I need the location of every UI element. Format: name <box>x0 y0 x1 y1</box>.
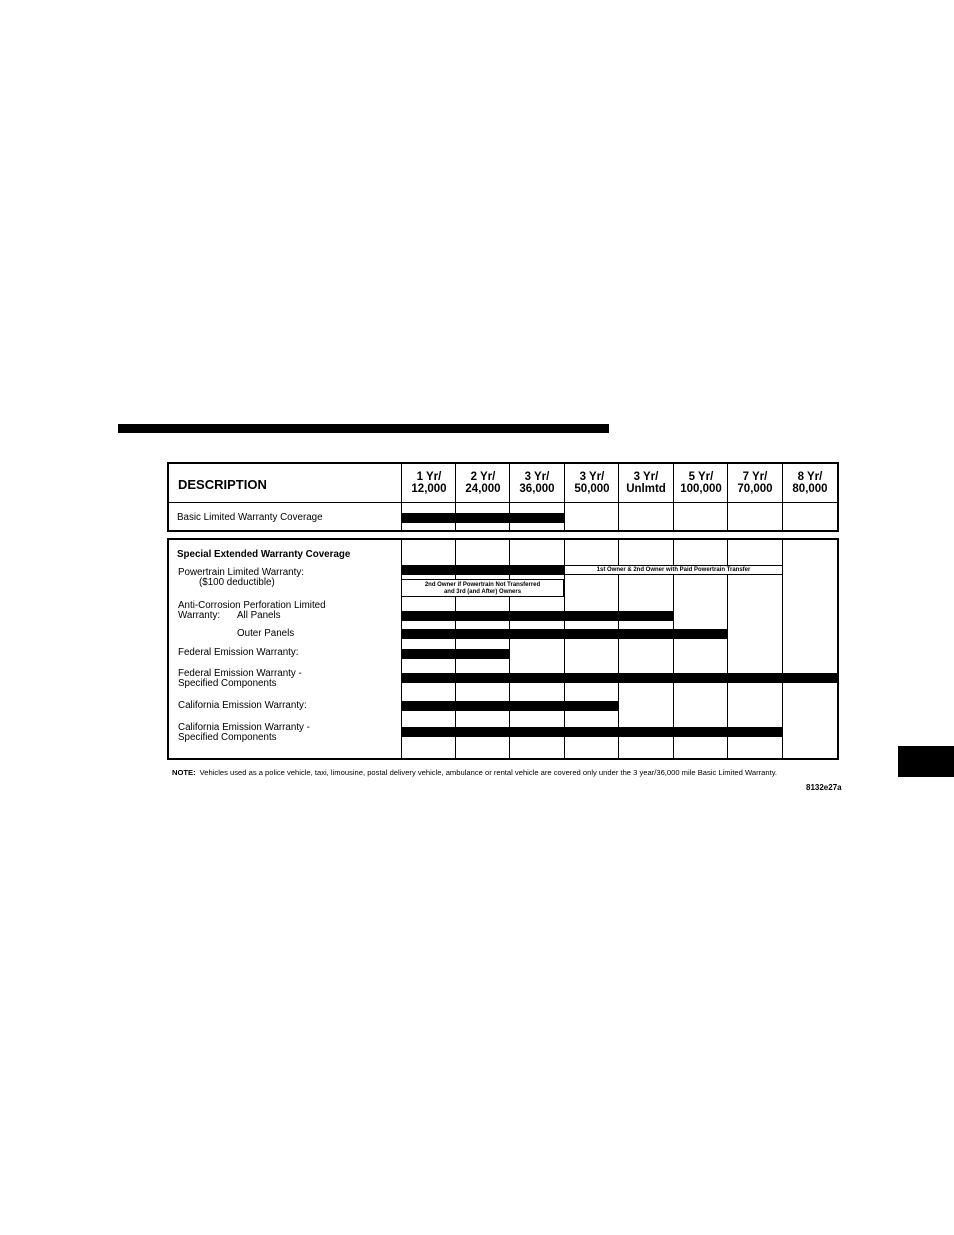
column-header-8: 8 Yr/ 80,000 <box>792 471 828 495</box>
column-header-1: 1 Yr/ 12,000 <box>411 471 447 495</box>
column-header-7: 7 Yr/ 70,000 <box>737 471 773 495</box>
powertrain-second-owner-box: 2nd Owner if Powertrain Not Transferred and 3rd (and After) Owners <box>401 579 564 597</box>
corrosion-label-2: Warranty: <box>178 610 221 621</box>
powertrain-label-2: ($100 deductible) <box>199 577 275 588</box>
basic-warranty-bar <box>401 513 564 523</box>
powertrain-label-1: Powertrain Limited Warranty: <box>178 567 304 578</box>
figure-code: 8132e27a <box>806 783 842 792</box>
column-header-6: 5 Yr/ 100,000 <box>680 471 722 495</box>
federal-spec-label-2: Specified Components <box>178 678 277 689</box>
federal-emission-bar <box>401 649 509 659</box>
page-tab-marker <box>898 746 954 777</box>
california-emission-bar <box>401 701 618 711</box>
description-header: DESCRIPTION <box>178 477 267 492</box>
powertrain-transfer-note: 1st Owner & 2nd Owner with Paid Powertrain Transfer <box>564 565 783 575</box>
column-header-4: 3 Yr/ 50,000 <box>574 471 610 495</box>
corrosion-all-panels-bar <box>401 611 673 621</box>
column-header-3: 3 Yr/ 36,000 <box>519 471 555 495</box>
corrosion-outer-panels: Outer Panels <box>237 628 295 639</box>
section-rule <box>118 424 609 433</box>
special-coverage-title: Special Extended Warranty Coverage <box>177 549 351 560</box>
federal-spec-label-1: Federal Emission Warranty - <box>178 668 302 679</box>
footnote: NOTE: Vehicles used as a police vehicle, taxi, limousine, postal delivery vehicle, ambulance or rental vehicle are covered only under the 3 year/36,000 mile Basic Limited Warranty. <box>172 768 778 777</box>
california-spec-bar <box>401 727 782 737</box>
federal-label: Federal Emission Warranty: <box>178 647 299 658</box>
basic-warranty-label: Basic Limited Warranty Coverage <box>177 512 323 523</box>
california-label: California Emission Warranty: <box>178 700 307 711</box>
column-header-2: 2 Yr/ 24,000 <box>465 471 501 495</box>
column-header-5: 3 Yr/ Unlmtd <box>626 471 666 495</box>
corrosion-outer-panels-bar <box>401 629 728 639</box>
california-spec-label-1: California Emission Warranty - <box>178 722 310 733</box>
corrosion-label-1: Anti-Corrosion Perforation Limited <box>178 600 326 611</box>
california-spec-label-2: Specified Components <box>178 732 277 743</box>
federal-spec-bar <box>401 673 838 683</box>
powertrain-bar <box>401 565 564 575</box>
corrosion-all-panels: All Panels <box>237 610 281 621</box>
